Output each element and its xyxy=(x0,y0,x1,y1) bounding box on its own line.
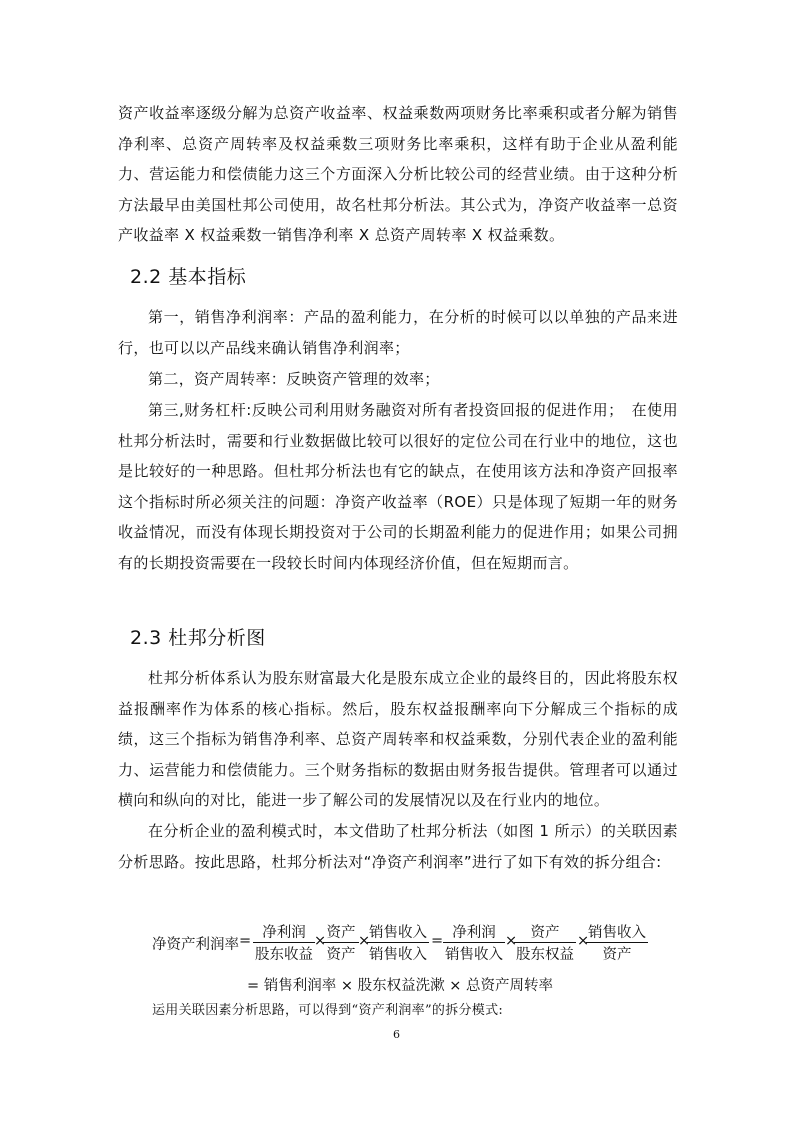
section-heading-2-3: 2.3 杜邦分析图 xyxy=(130,627,266,649)
fraction-denominator: 资产 xyxy=(323,942,359,964)
paragraph-sales-margin: 第一，销售净利润率：产品的盈利能力，在分析的时候可以以单独的产品来进行，也可以以产品线来确认销售净利润率； xyxy=(118,308,678,357)
paragraph-financial-leverage: 第三,财务杠杆:反映公司利用财务融资对所有者投资回报的促进作用； 在使用杜邦分析法时，需要和行业数据做比较可以很好的定位公司在行业中的地位，这也是比较好的一种思路。但杜邦分析法也有它的缺点，在使用该方法和净资产回报率这个指标时所必须关注的问题：净资产收益率（ROE）只是体现了短期一年的财务收益情况，而没有体现长期投资对于公司的长期盈利能力的促进作用；如果公司拥有的长期投资需要在一段较长时间内体现经济价值，但在短期而言。 xyxy=(118,401,678,572)
formula-second-line: = 销售利润率 × 股东权益洗漱 × 总资产周转率 xyxy=(247,978,553,994)
times-sign: × xyxy=(577,933,590,949)
fraction-numerator: 资产 xyxy=(326,925,356,941)
section-heading-2-2: 2.2 基本指标 xyxy=(130,266,247,288)
fraction-denominator: 资产 xyxy=(586,942,648,964)
fraction-sales-sales xyxy=(367,921,429,964)
formula-equals: = xyxy=(239,933,252,949)
paragraph-dupont-system: 杜邦分析体系认为股东财富最大化是股东成立企业的最终目的，因此将股东权益报酬率作为体系的核心指标。然后，股东权益报酬率向下分解成三个指标的成绩，这三个指标为销售净利率、总资产周转率和权益乘数，分别代表企业的盈利能力、运营能力和偿债能力。三个财务指标的数据由财务报告提供。管理者可以通过横向和纵向的对比，能进一步了解公司的发展情况以及在行业内的地位。 xyxy=(118,669,678,809)
fraction-numerator: 资产 xyxy=(530,925,560,941)
fraction-assets-equity xyxy=(514,921,576,964)
fraction-denominator: 销售收入 xyxy=(367,942,429,964)
fraction-numerator: 净利润 xyxy=(262,925,306,941)
fraction-denominator: 股东权益 xyxy=(514,942,576,964)
paragraph-asset-turnover: 第二，资产周转率：反映资产管理的效率； xyxy=(148,370,440,388)
formula-lhs: 净资产利润率 xyxy=(152,937,239,953)
fraction-net-profit-equity xyxy=(253,921,315,964)
formula-equals: = xyxy=(431,933,444,949)
page-number: 6 xyxy=(393,1028,400,1041)
times-sign: × xyxy=(358,933,371,949)
fraction-sales-assets xyxy=(586,921,648,964)
paragraph-profit-model: 在分析企业的盈利模式时，本文借助了杜邦分析法（如图 1 所示）的关联因素分析思路。按此思路，杜邦分析法对“净资产利润率”进行了如下有效的拆分组合: xyxy=(118,822,678,871)
fraction-net-profit-sales xyxy=(443,921,505,964)
fraction-numerator: 销售收入 xyxy=(369,925,427,941)
intro-paragraph: 资产收益率逐级分解为总资产收益率、权益乘数两项财务比率乘积或者分解为销售净利率、总资产周转率及权益乘数三项财务比率乘积，这样有助于企业从盈利能力、营运能力和偿债能力这三个方面深入分析比较公司的经营业绩。由于这种分析方法最早由美国杜邦公司使用，故名杜邦分析法。其公式为，净资产收益率一总资产收益率 X 权益乘数一销售净利率 X 总资产周转率 X 权益乘数。 xyxy=(118,104,678,244)
fraction-numerator: 销售收入 xyxy=(588,925,646,941)
footer-note: 运用关联因素分析思路，可以得到“资产利润率”的拆分模式: xyxy=(152,1003,504,1018)
fraction-denominator: 销售收入 xyxy=(443,942,505,964)
fraction-numerator: 净利润 xyxy=(452,925,496,941)
fraction-denominator: 股东收益 xyxy=(253,942,315,964)
times-sign: × xyxy=(505,933,518,949)
fraction-assets-assets xyxy=(323,921,359,964)
times-sign: × xyxy=(314,933,327,949)
